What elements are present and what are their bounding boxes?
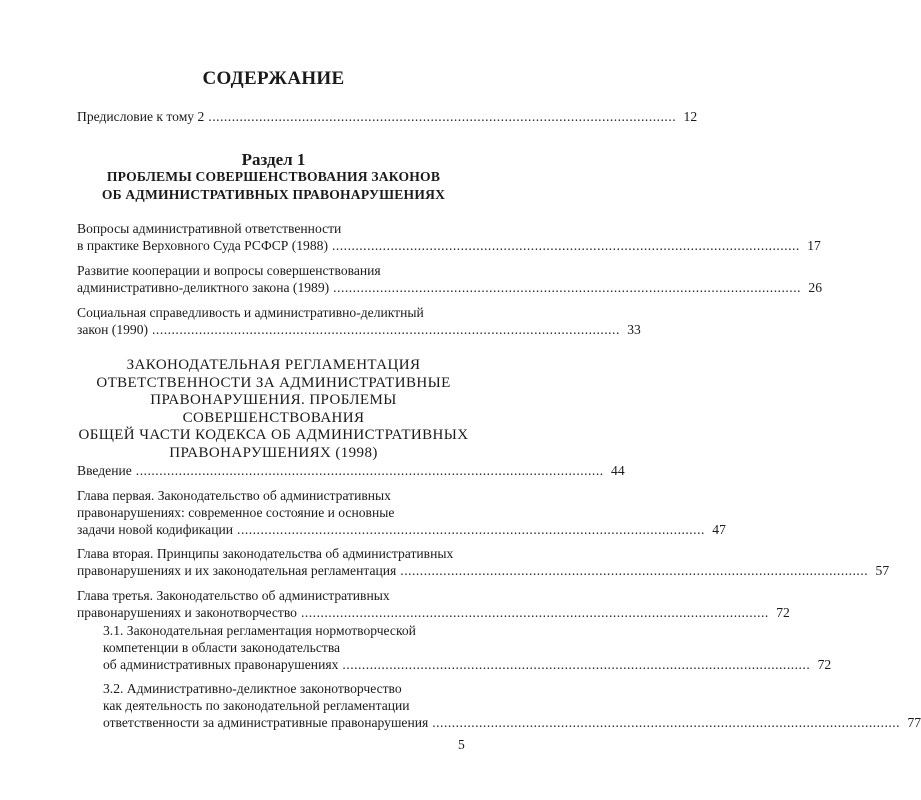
toc-entry[interactable] (77, 545, 890, 579)
section-title-line: ПРОБЛЕМЫ СОВЕРШЕНСТВОВАНИЯ ЗАКОНОВ (106, 169, 441, 184)
part-title-line: ПРАВОНАРУШЕНИЯ. ПРОБЛЕМЫ СОВЕРШЕНСТВОВАНИЯ (150, 392, 397, 426)
leader-dots: ........................................................................................................................ (432, 715, 901, 730)
toc-entry[interactable] (77, 220, 821, 254)
section-label: Раздел 1 (241, 150, 306, 169)
entry-text-line: Глава вторая. Принципы законодательства об административных (77, 546, 454, 561)
toc-heading: СОДЕРЖАНИЕ (202, 68, 345, 89)
entry-page-number: 72 (817, 657, 832, 672)
leader-dots: ........................................................................................................................ (208, 109, 677, 124)
entry-text-line: Развитие кооперации и вопросы совершенствования (77, 263, 381, 278)
entry-text: административно-деликтного закона (1989) (77, 280, 330, 295)
entry-page-number: 33 (627, 322, 641, 337)
toc-subentry[interactable] (103, 680, 921, 731)
toc-entry-preface[interactable] (77, 108, 698, 125)
entry-text: Введение (77, 463, 132, 478)
page-number: 5 (458, 737, 465, 752)
entry-text-line: Глава первая. Законодательство об административных (77, 488, 391, 503)
leader-dots: ........................................................................................................................ (331, 238, 800, 253)
leader-dots: ........................................................................................................................ (237, 522, 705, 537)
entry-page-number: 57 (875, 563, 890, 578)
toc-entry[interactable] (77, 487, 726, 538)
entry-page-number: 44 (611, 463, 625, 478)
part-title-line: ОБЩЕЙ ЧАСТИ КОДЕКСА ОБ АДМИНИСТРАТИВНЫХ (78, 427, 469, 443)
leader-dots: ........................................................................................................................ (135, 463, 604, 478)
toc-entry[interactable] (77, 587, 790, 621)
section-title-line: ОБ АДМИНИСТРАТИВНЫХ ПРАВОНАРУШЕНИЯХ (101, 187, 446, 202)
entry-text: Предисловие к тому 2 (77, 109, 205, 124)
entry-text: правонарушениях и их законодательная регламентация (77, 563, 397, 578)
entry-text-line: компетенции в области законодательства (103, 640, 341, 655)
entry-page-number: 12 (683, 109, 698, 124)
entry-text-line: правонарушениях: современное состояние и основные (77, 505, 395, 520)
leader-dots: ........................................................................................................................ (400, 563, 869, 578)
entry-text-line: Вопросы административной ответственности (77, 221, 342, 236)
entry-page-number: 77 (907, 715, 921, 730)
entry-text-line: 3.2. Административно-деликтное законотворчество (103, 681, 402, 696)
entry-text-line: как деятельность по законодательной регламентации (103, 698, 410, 713)
part-title-line: ОТВЕТСТВЕННОСТИ ЗА АДМИНИСТРАТИВНЫЕ (96, 374, 451, 391)
entry-page-number: 26 (808, 280, 822, 295)
part-title-line: ПРАВОНАРУШЕНИЯХ (1998) (169, 444, 378, 461)
entry-text-line: 3.1. Законодательная регламентация нормотворческой (103, 623, 416, 638)
toc-entry[interactable] (77, 462, 625, 479)
entry-text: правонарушениях и законотворчество (77, 605, 297, 620)
leader-dots: ........................................................................................................................ (342, 657, 811, 672)
entry-text-line: Глава третья. Законодательство об административных (77, 588, 390, 603)
toc-entry[interactable] (77, 304, 641, 338)
entry-page-number: 17 (807, 238, 821, 253)
entry-text-line: Социальная справедливость и административно-деликтный (77, 305, 424, 320)
entry-text: ответственности за административные правонарушения (103, 715, 429, 730)
entry-text: об административных правонарушениях (103, 657, 339, 672)
entry-text: закон (1990) (77, 322, 149, 337)
leader-dots: ........................................................................................................................ (300, 605, 769, 620)
entry-page-number: 72 (776, 605, 790, 620)
entry-text: в практике Верховного Суда РСФСР (1988) (77, 238, 328, 253)
toc-entry[interactable] (77, 262, 822, 296)
toc-subentry[interactable] (103, 622, 832, 673)
toc-page (77, 0, 921, 800)
part-title-line: ЗАКОНОДАТЕЛЬНАЯ РЕГЛАМЕНТАЦИЯ (126, 357, 421, 373)
leader-dots: ........................................................................................................................ (333, 280, 801, 295)
section-title (77, 168, 470, 204)
leader-dots: ........................................................................................................................ (152, 322, 620, 337)
entry-text: задачи новой кодификации (77, 522, 234, 537)
entry-page-number: 47 (712, 522, 726, 537)
part-title (77, 357, 470, 462)
